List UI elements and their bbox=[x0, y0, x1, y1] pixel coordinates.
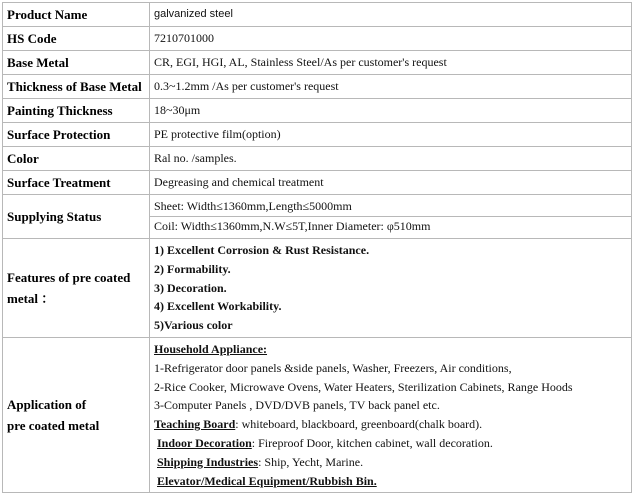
row-base-metal bbox=[3, 51, 632, 75]
value-supplying-status bbox=[150, 195, 632, 239]
value-product-name: galvanized steel bbox=[150, 3, 632, 27]
row-supplying-status bbox=[3, 195, 632, 239]
row-color bbox=[3, 147, 632, 171]
elevator-medical bbox=[154, 472, 627, 491]
value-surface-protection: PE protective film(option) bbox=[150, 123, 632, 147]
label-application-line2: pre coated metal bbox=[7, 418, 100, 434]
household-item: 2-Rice Cooker, Microwave Ovens, Water Heaters, Sterilization Cabinets, Range Hoods bbox=[154, 379, 573, 394]
value-painting-thickness: 18~30μm bbox=[150, 99, 632, 123]
label-application bbox=[3, 337, 150, 492]
value-hs-code: 7210701000 bbox=[150, 27, 632, 51]
label-supplying-status: Supplying Status bbox=[3, 195, 150, 239]
label-base-metal: Base Metal bbox=[3, 51, 150, 75]
feature-item: 3) Decoration. bbox=[154, 280, 227, 295]
value-thickness: 0.3~1.2mm /As per customer's request bbox=[150, 75, 632, 99]
supply-coil: Coil: Width≤1360mm,N.W≤5T,Inner Diameter: φ510mm bbox=[154, 219, 431, 233]
product-spec-table bbox=[2, 2, 632, 493]
household-item: 3-Computer Panels , DVD/DVB panels, TV back panel etc. bbox=[154, 398, 440, 413]
label-product-name: Product Name bbox=[3, 3, 150, 27]
label-application-line1: Application of bbox=[7, 397, 87, 413]
label-features bbox=[3, 239, 150, 338]
teaching-text: : whiteboard, blackboard, greenboard(chalk board). bbox=[235, 417, 483, 432]
household-item: 1-Refrigerator door panels &side panels, Washer, Freezers, Air conditions, bbox=[154, 360, 512, 375]
label-surface-treatment: Surface Treatment bbox=[3, 171, 150, 195]
row-painting-thickness bbox=[3, 99, 632, 123]
row-product-name bbox=[3, 3, 632, 27]
feature-item: 4) Excellent Workability. bbox=[154, 299, 282, 314]
value-base-metal: CR, EGI, HGI, AL, Stainless Steel/As per customer's request bbox=[150, 51, 632, 75]
label-painting-thickness: Painting Thickness bbox=[3, 99, 150, 123]
indoor-decoration bbox=[154, 434, 627, 453]
shipping-industries bbox=[154, 453, 627, 472]
value-surface-treatment: Degreasing and chemical treatment bbox=[150, 171, 632, 195]
shipping-title: Shipping Industries bbox=[157, 454, 259, 469]
row-thickness bbox=[3, 75, 632, 99]
row-features bbox=[3, 239, 632, 338]
label-thickness: Thickness of Base Metal bbox=[3, 75, 150, 99]
label-surface-protection: Surface Protection bbox=[3, 123, 150, 147]
supply-sheet: Sheet: Width≤1360mm,Length≤5000mm bbox=[154, 199, 352, 213]
value-features bbox=[150, 239, 632, 338]
label-hs-code: HS Code bbox=[3, 27, 150, 51]
label-features-line2: metal ： bbox=[7, 290, 55, 306]
indoor-title: Indoor Decoration bbox=[157, 435, 252, 450]
row-surface-protection bbox=[3, 123, 632, 147]
elevator-title: Elevator/Medical Equipment/Rubbish Bin. bbox=[157, 473, 377, 488]
label-features-line1: Features of pre coated bbox=[7, 269, 131, 285]
row-surface-treatment bbox=[3, 171, 632, 195]
teaching-title: Teaching Board bbox=[154, 417, 236, 432]
row-hs-code bbox=[3, 27, 632, 51]
indoor-text: : Fireproof Door, kitchen cabinet, wall decoration. bbox=[251, 435, 493, 450]
feature-item: 1) Excellent Corrosion & Rust Resistance. bbox=[154, 243, 370, 257]
shipping-text: : Ship, Yecht, Marine. bbox=[258, 454, 364, 469]
label-color: Color bbox=[3, 147, 150, 171]
value-application bbox=[150, 337, 632, 492]
household-title: Household Appliance: bbox=[154, 341, 268, 356]
teaching-board bbox=[154, 415, 627, 434]
value-color: Ral no. /samples. bbox=[150, 147, 632, 171]
row-application bbox=[3, 337, 632, 492]
feature-item: 2) Formability. bbox=[154, 261, 231, 276]
feature-item: 5)Various color bbox=[154, 318, 233, 333]
